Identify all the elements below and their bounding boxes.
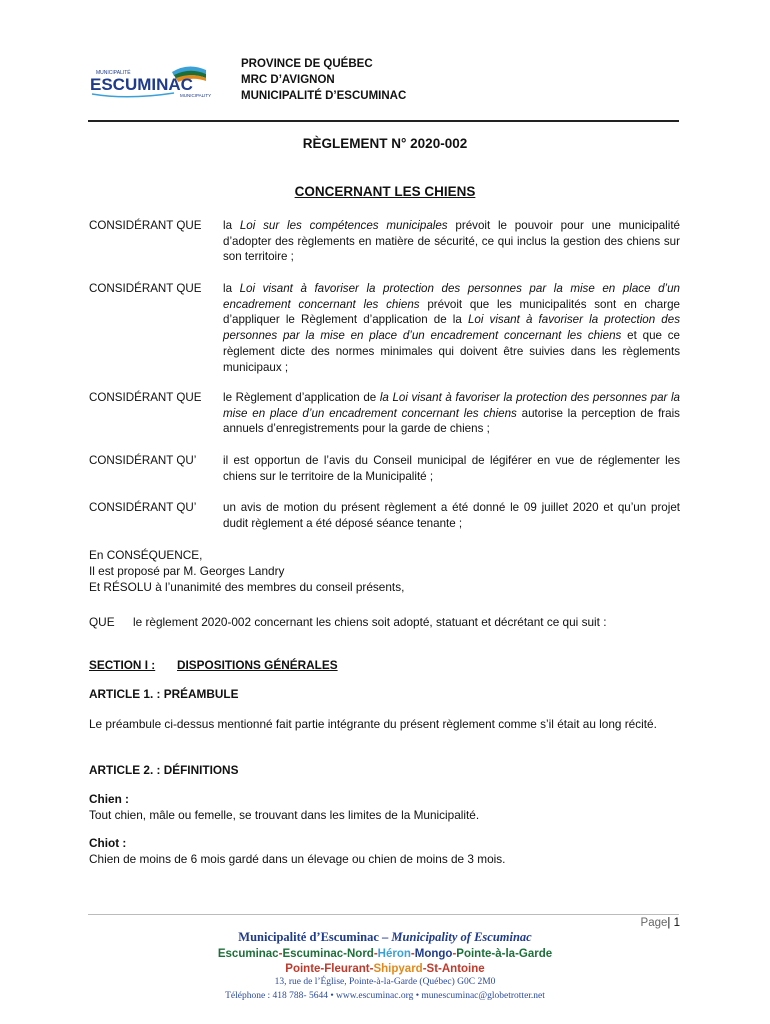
que-label: QUE: [89, 615, 115, 629]
footer-place-name: St-Antoine: [426, 963, 485, 975]
considerant-label: CONSIDÉRANT QUE: [89, 391, 202, 404]
considerant-text: la Loi visant à favoriser la protection des personnes par la mise en place d’un encadrement concernant les chiens prévoit que les municipalités sont en charge d’appliquer le Règlement d’application de la Loi visant à favoriser la protection des personnes par la mise en place d’un encadrement concernant les chiens et que ce règlement dicte des normes minimales qui doivent être suivies dans les règlements municipaux ;: [223, 282, 681, 374]
footer-place-separator: -: [278, 948, 283, 960]
document-subtitle: CONCERNANT LES CHIENS: [294, 184, 476, 199]
footer-contact: Téléphone : 418 788- 5644 • www.escuminac.org • munescuminac@globetrotter.net: [225, 991, 545, 1001]
logo-main-text: ESCUMINAC: [90, 75, 193, 94]
resolution-line: En CONSÉQUENCE,: [89, 548, 203, 562]
resolution-line: Et RÉSOLU à l’unanimité des membres du conseil présents,: [89, 580, 405, 594]
page-value: 1: [673, 917, 680, 929]
footer-name-en: Municipality of Escuminac: [391, 930, 532, 944]
que-clause: [89, 614, 680, 648]
considerant-3: [89, 390, 680, 440]
logo-bottom-text: MUNICIPALITY: [180, 93, 212, 98]
considerant-label: CONSIDÉRANT QUE: [89, 219, 202, 232]
definition-chien: [89, 791, 680, 823]
footer-place-separator: -: [373, 948, 378, 960]
article-1-heading: ARTICLE 1. : PRÉAMBULE: [89, 687, 239, 701]
section-label: SECTION I :: [89, 658, 156, 672]
considerant-4: [89, 453, 680, 487]
definition-term: Chiot :: [89, 836, 127, 850]
definition-chiot: [89, 835, 680, 867]
footer-divider: [88, 914, 679, 915]
header-line-mrc: MRC D’AVIGNON: [241, 74, 335, 86]
footer-place-name: Pointe-Fleurant: [285, 963, 370, 975]
footer-place-name: Mongo: [414, 948, 453, 960]
page-number: [600, 917, 680, 929]
considerant-text: le Règlement d’application de la Loi visant à favoriser la protection des personnes par la mise en place d’un encadrement concernant les chiens autorise la perception de frais annuels d’enregistrements pour la garde de chiens ;: [223, 391, 681, 436]
considerant-1: [89, 218, 680, 268]
footer-place-separator: -: [410, 948, 415, 960]
municipality-logo: [88, 60, 212, 102]
definition-text: Tout chien, mâle ou femelle, se trouvant dans les limites de la Municipalité.: [89, 808, 480, 822]
logo-top-text: MUNICIPALITÉ: [96, 70, 131, 76]
considerant-text: un avis de motion du présent règlement a été donné le 09 juillet 2020 et qu’un projet dudit règlement a été déposé séance tenante ;: [223, 501, 680, 530]
page-separator: |: [667, 917, 674, 929]
article-1-text: Le préambule ci-dessus mentionné fait partie intégrante du présent règlement comme s’il était au long récité.: [89, 717, 657, 731]
resolution-block: [89, 547, 680, 595]
footer-place-separator: -: [369, 963, 374, 975]
header-line-province: PROVINCE DE QUÉBEC: [241, 58, 373, 70]
footer-places-line-1: [0, 948, 770, 960]
considerant-text: la Loi sur les compétences municipales prévoit le pouvoir pour une municipalité d’adopter des règlements en matière de sécurité, ce qui inclus la gestion des chiens sur son territoire ;: [223, 219, 680, 264]
footer-address: 13, rue de l’Église, Pointe-à-la-Garde (Québec) G0C 2M0: [274, 977, 496, 987]
footer-places-line-2: [0, 963, 770, 975]
footer-name-fr: Municipalité d’Escuminac –: [238, 930, 392, 944]
section-heading: [89, 657, 680, 673]
que-text: le règlement 2020-002 concernant les chiens soit adopté, statuant et décrétant ce qui suit :: [133, 615, 607, 629]
considerant-label: CONSIDÉRANT QU’: [89, 454, 197, 467]
considerant-2: [89, 281, 680, 377]
resolution-line: Il est proposé par M. Georges Landry: [89, 564, 285, 578]
article-2-heading: ARTICLE 2. : DÉFINITIONS: [89, 763, 239, 777]
considerant-label: CONSIDÉRANT QUE: [89, 282, 202, 295]
footer-place-separator: -: [422, 963, 427, 975]
logo-graphic: [88, 60, 212, 102]
header-line-municipality: MUNICIPALITÉ D’ESCUMINAC: [241, 90, 407, 102]
footer-place-separator: -: [452, 948, 457, 960]
footer-place-name: Escuminac-Nord: [282, 948, 374, 960]
page-label: Page: [640, 917, 668, 929]
footer-name: [0, 930, 770, 945]
section-title: DISPOSITIONS GÉNÉRALES: [177, 658, 338, 672]
considerant-label: CONSIDÉRANT QU’: [89, 501, 197, 514]
footer-place-name: Pointe-à-la-Garde: [456, 948, 553, 960]
footer-place-name: Shipyard: [373, 963, 423, 975]
document-title: RÈGLEMENT N° 2020-002: [302, 136, 468, 151]
definition-text: Chien de moins de 6 mois gardé dans un élevage ou chien de moins de 3 mois.: [89, 852, 506, 866]
header-address-block: [241, 56, 406, 104]
header-divider: [88, 120, 679, 122]
footer-place-name: Escuminac: [217, 948, 279, 960]
considerant-5: [89, 500, 680, 534]
footer-place-name: Héron: [377, 948, 411, 960]
considerant-text: il est opportun de l’avis du Conseil municipal de légiférer en vue de réglementer les chiens sur le territoire de la Municipalité ;: [223, 454, 680, 483]
definition-term: Chien :: [89, 792, 129, 806]
